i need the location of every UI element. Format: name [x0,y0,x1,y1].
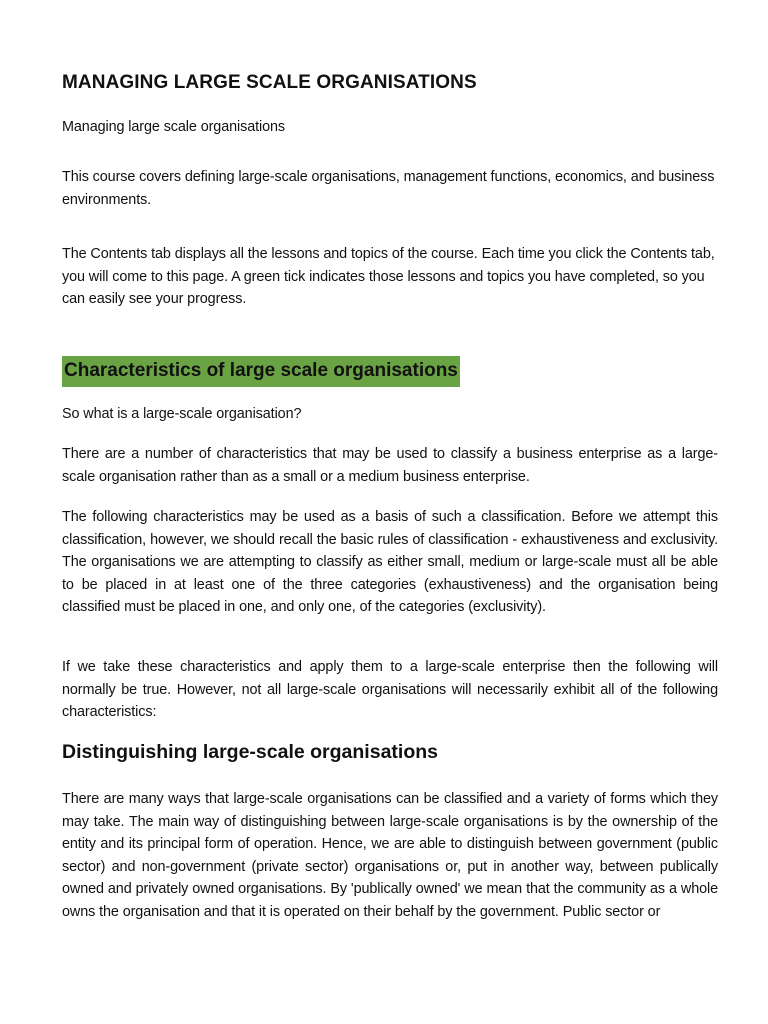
document-subtitle: Managing large scale organisations [62,119,285,135]
intro-paragraph: This course covers defining large-scale organisations, management functions, economics, and business environments. [62,169,715,208]
characteristics-heading: Characteristics of large scale organisations [62,356,460,387]
characteristics-paragraph-3: If we take these characteristics and apply them to a large-scale enterprise then the following will normally be true. However, not all large-scale organisations will necessarily exhibit all of the following characteristics: [62,659,718,721]
document-title: MANAGING LARGE SCALE ORGANISATIONS [62,72,477,93]
distinguishing-paragraph-1: There are many ways that large-scale organisations can be classified and a variety of forms which they may take. The main way of distinguishing between large-scale organisations is by the ownership of the entity and its principal form of operation. Hence, we are able to distinguish between government (public sector) and non-government (private sector) organisations or, put in another way, between publically owned and privately owned organisations. By 'publically owned' we mean that the community as a whole owns the organisation and that it is operated on their behalf by the government. Public sector or [62,791,718,920]
characteristics-paragraph-1: There are a number of characteristics that may be used to classify a business enterprise as a large-scale organisation rather than as a small or a medium business enterprise. [62,446,718,485]
distinguishing-heading: Distinguishing large-scale organisations [62,741,438,763]
question-paragraph: So what is a large-scale organisation? [62,406,302,422]
characteristics-paragraph-2: The following characteristics may be used as a basis of such a classification. Before we attempt this classification, however, we should recall the basic rules of classification - exhaustiveness and exclusivity. The organisations we are attempting to classify as either small, medium or large-scale must all be able to be placed in at least one of the three categories (exhaustiveness) and the organisation being classified must be placed in one, and only one, of the categories (exclusivity). [62,509,718,616]
contents-tab-paragraph: The Contents tab displays all the lessons and topics of the course. Each time you click the Contents tab, you will come to this page. A green tick indicates those lessons and topics you have completed, so you can easily see your progress. [62,246,715,308]
